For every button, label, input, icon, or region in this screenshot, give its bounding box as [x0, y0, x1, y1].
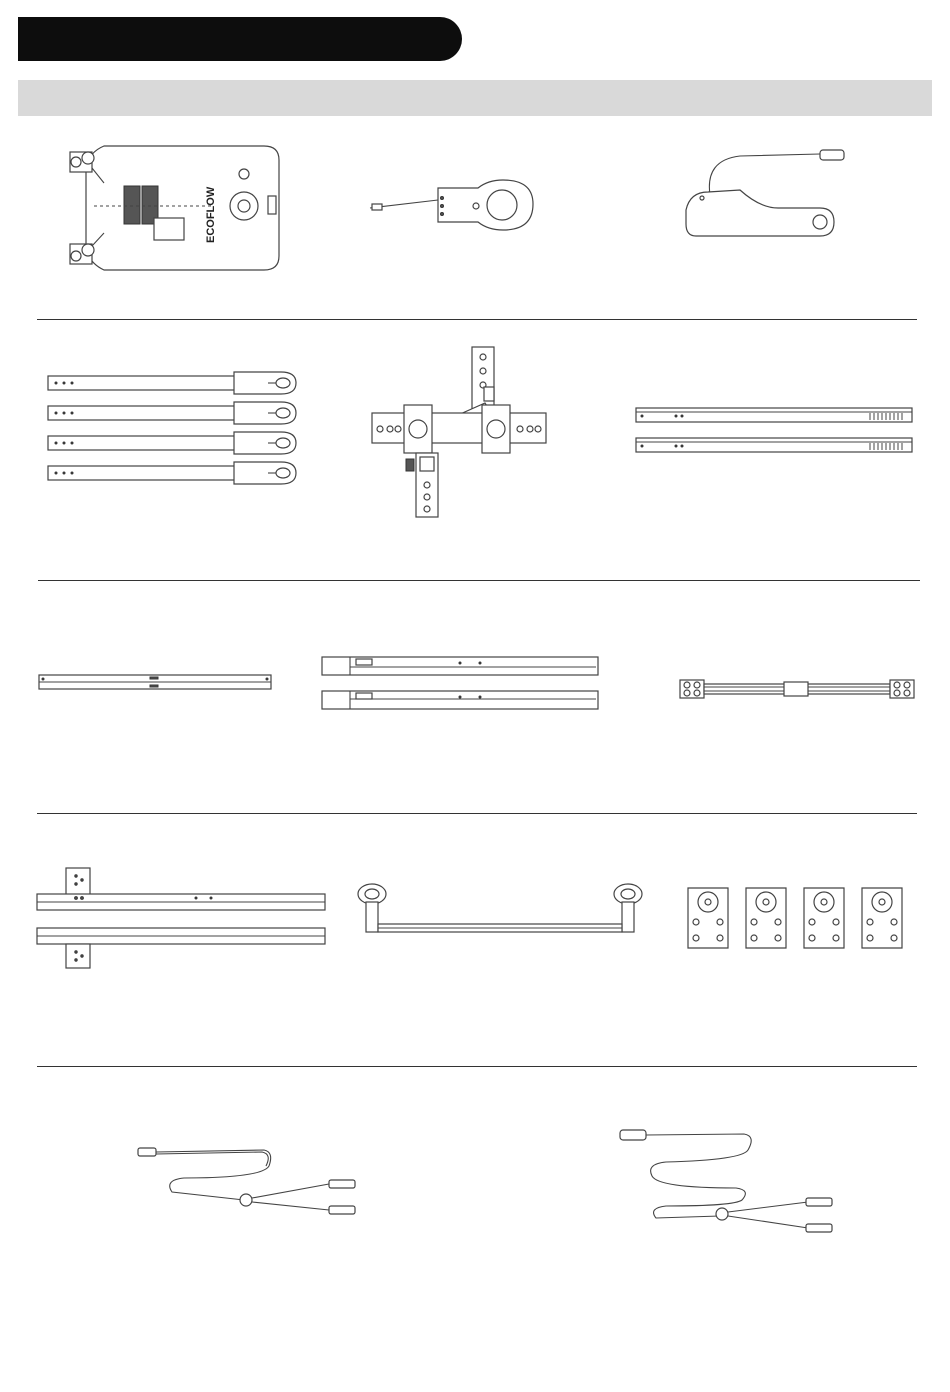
- row-divider: [37, 319, 917, 320]
- row-divider: [38, 580, 920, 581]
- channel-rail-pair-icon: [320, 655, 600, 711]
- brand-mark: ECOFLOW: [205, 186, 217, 243]
- flat-rail-icon: [38, 674, 272, 692]
- row-divider: [37, 813, 917, 814]
- main-unit-icon: [64, 138, 294, 278]
- y-cable-long-icon: [616, 1126, 842, 1236]
- rail-pair-icon: [634, 404, 916, 458]
- row-divider: [37, 1066, 917, 1067]
- y-cable-icon: [134, 1142, 364, 1222]
- flat-cable-connector-icon: [678, 678, 916, 700]
- bracketed-rail-pair-icon: [36, 866, 328, 970]
- mounting-plates-icon: [686, 886, 914, 952]
- support-legs-icon: [46, 370, 298, 485]
- battery-module-icon: [680, 150, 850, 245]
- cross-connector-icon: [370, 345, 550, 520]
- section-title: [18, 17, 462, 61]
- handle-crossbar-icon: [356, 882, 646, 942]
- microinverter-bracket-icon: [368, 176, 538, 236]
- section-subtitle: [18, 80, 932, 116]
